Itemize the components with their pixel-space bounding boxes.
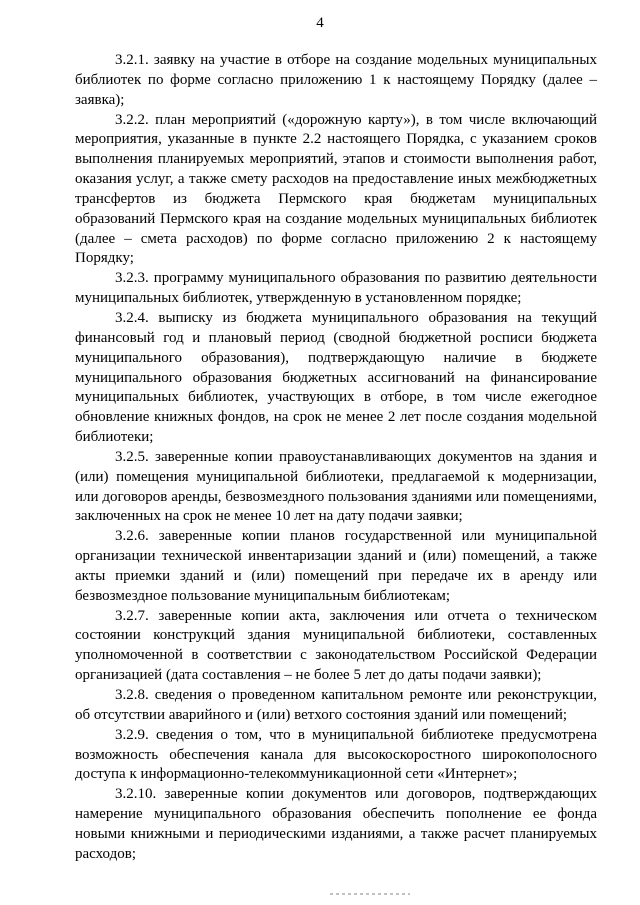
- document-body: [75, 51, 597, 865]
- paragraph-3-2-6: 3.2.6. заверенные копии планов государственной или муниципальной организации технической инвентаризации зданий и (или) помещений, а также акты приемки зданий и (или) помещений при передаче их в аренду или безвозмездное пользование муниципальным библиотекам;: [75, 528, 597, 604]
- scan-artifact-mark: [330, 893, 410, 895]
- paragraph-3-2-9: 3.2.9. сведения о том, что в муниципальной библиотеке предусмотрена возможность обеспечения канала для высокоскоростного широкополосного доступа к информационно-телекоммуникационной сети «Интернет»;: [75, 726, 597, 783]
- paragraph-3-2-5: 3.2.5. заверенные копии правоустанавливающих документов на здания и (или) помещения муниципальной библиотеки, предлагаемой к модернизации, или договоров аренды, безвозмездного пользования зданиями или помещениями, заключенных на срок не менее 10 лет на дату подачи заявки;: [75, 448, 597, 525]
- page-number: 4: [316, 15, 324, 31]
- paragraph-3-2-1: 3.2.1. заявку на участие в отборе на создание модельных муниципальных библиотек по форме согласно приложению 1 к настоящему Порядку (далее – заявка);: [75, 52, 597, 108]
- paragraph-3-2-7: 3.2.7. заверенные копии акта, заключения или отчета о техническом состоянии конструкций здания муниципальной библиотеки, составленных уполномоченной в соответствии с законодательством Российской Федерации организацией (дата составления – не более 5 лет до даты подачи заявки);: [75, 607, 597, 684]
- paragraph-3-2-2: 3.2.2. план мероприятий («дорожную карту»), в том числе включающий мероприятия, указанные в пункте 2.2 настоящего Порядка, с указанием сроков выполнения планируемых мероприятий, этапов и стоимости выполнения работ, оказания услуг, а также смету расходов на предоставление иных межбюджетных трансфертов из бюджета Пермского края бюджетам муниципальных образований Пермского края на создание модельных муниципальных библиотек (далее – смета расходов) по форме согласно приложению 2 к настоящему Порядку;: [75, 111, 597, 267]
- paragraph-3-2-4: 3.2.4. выписку из бюджета муниципального образования на текущий финансовый год и плановый период (сводной бюджетной росписи бюджета муниципального образования), подтверждающую наличие в бюджете муниципального образования бюджетных ассигнований на финансирование муниципальных библиотек, участвующих в отборе, в том числе ежегодное обновление книжных фондов, на срок не менее 2 лет после создания модельной библиотеки;: [75, 309, 597, 446]
- paragraph-3-2-8: 3.2.8. сведения о проведенном капитальном ремонте или реконструкции, об отсутствии аварийного и (или) ветхого состояния зданий или помещений;: [75, 687, 597, 723]
- paragraph-3-2-3: 3.2.3. программу муниципального образования по развитию деятельности муниципальных библиотек, утвержденную в установленном порядке;: [75, 270, 597, 307]
- paragraph-3-2-10: 3.2.10. заверенные копии документов или договоров, подтверждающих намерение муниципального образования обеспечить пополнение ее фонда новыми книжными и периодическими изданиями, а также расчет планируемых расходов;: [75, 786, 597, 862]
